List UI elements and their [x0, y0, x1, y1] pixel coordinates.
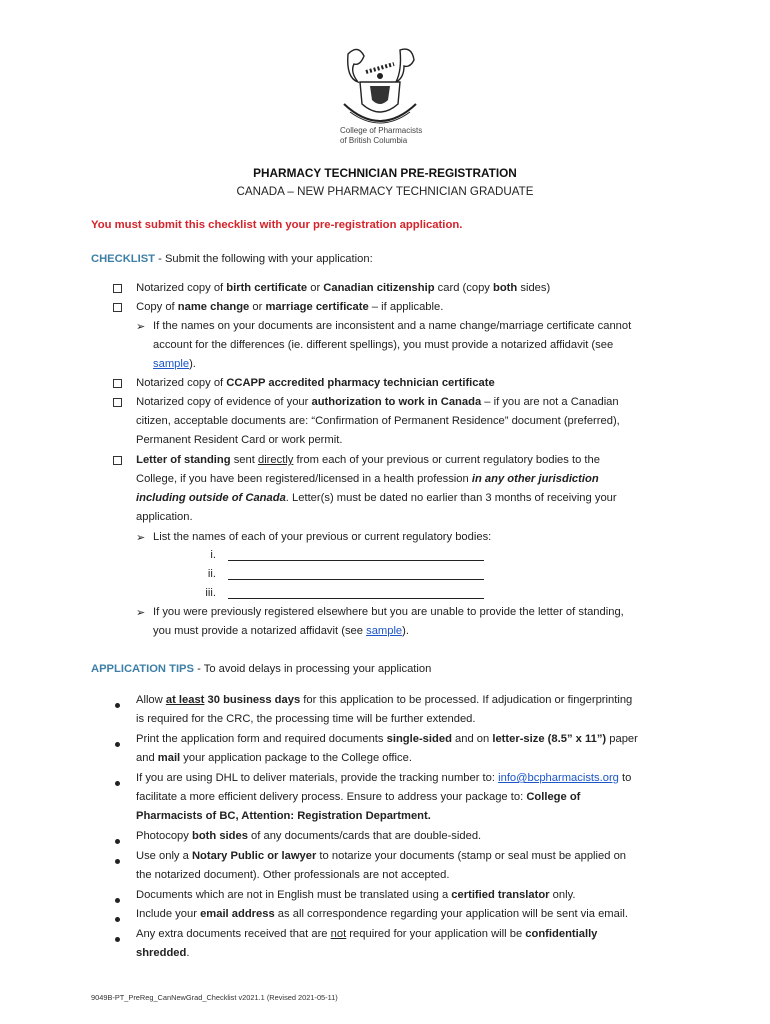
- text: to notarize your documents (stamp or seal must be applied on: [316, 850, 627, 862]
- tips-intro: - To avoid delays in processing your application: [193, 663, 432, 675]
- text-bold: 30 business days: [204, 694, 301, 706]
- text-bold: both sides: [191, 830, 248, 842]
- text-bold: shredded: [136, 947, 187, 959]
- text-bold-italic: in any other jurisdiction: [471, 473, 599, 485]
- bullet-icon: [115, 835, 120, 847]
- text-bold: name change: [177, 301, 250, 313]
- text-bold: Notary Public or lawyer: [191, 850, 317, 862]
- text: for this application to be processed. If adjudication or fingerprinting: [300, 694, 633, 706]
- checkbox-icon[interactable]: [113, 379, 122, 388]
- text: Notarized copy of: [136, 377, 227, 389]
- sample-link[interactable]: sample: [366, 625, 403, 637]
- text: to: [618, 772, 632, 784]
- checklist-item-name-change: [113, 301, 443, 313]
- tip-3-line3: [136, 810, 431, 822]
- bullet-icon: [115, 777, 120, 789]
- text: Photocopy: [136, 830, 192, 842]
- tips-heading: APPLICATION TIPS: [91, 663, 194, 675]
- text: – if you are not a Canadian: [481, 396, 619, 408]
- logo-line-2: of British Columbia: [340, 136, 408, 145]
- coat-of-arms-icon: [330, 42, 430, 132]
- text-bold: certified translator: [451, 889, 550, 901]
- tip-1-line2: is required for the CRC, the processing time will be further extended.: [136, 713, 476, 725]
- checkbox-icon[interactable]: [113, 303, 122, 312]
- item4-line2: citizen, acceptable documents are: “Confirmation of Permanent Residence” document (preferred),: [136, 415, 620, 427]
- text: you must provide a notarized affidavit (see: [153, 625, 367, 637]
- text: Use only a: [136, 850, 192, 862]
- text: from each of your previous or current regulatory bodies to the: [293, 454, 600, 466]
- text: College, if you have been registered/licensed in a health profession: [136, 473, 472, 485]
- arrow-bullet-icon: ➢: [136, 321, 146, 333]
- text-underline: directly: [257, 454, 294, 466]
- text-bold: authorization to work in Canada: [311, 396, 482, 408]
- item5-line2: [136, 473, 599, 485]
- checklist-heading-line: [91, 253, 373, 265]
- text: sides): [517, 282, 551, 294]
- text-bold: email address: [200, 908, 275, 920]
- sample-link[interactable]: sample: [153, 358, 190, 370]
- tip-5: [136, 850, 626, 862]
- item2-sub-line1: If the names on your documents are inconsistent and a name change/marriage certificate cannot: [153, 320, 632, 332]
- text: facilitate a more efficient delivery process. Ensure to address your package to:: [136, 791, 527, 803]
- item5-sub2-line2: [153, 625, 409, 637]
- text: and on: [451, 733, 493, 745]
- tip-2-line2: [136, 752, 412, 764]
- text: or: [307, 282, 324, 294]
- document-footer: 9049B-PT_PreReg_CanNewGrad_Checklist v2021.1 (Revised 2021-05-11): [91, 993, 338, 1002]
- item2-sub-line2: account for the differences (ie. different spellings), you must provide a notarized affidavit (see: [153, 339, 614, 351]
- text: required for your application will be: [346, 928, 526, 940]
- text-bold: single-sided: [386, 733, 452, 745]
- page-title: PHARMACY TECHNICIAN PRE-REGISTRATION: [253, 166, 517, 180]
- checklist-item-letter-of-standing: [113, 454, 600, 466]
- tip-5-line2: the notarized document). Other professionals are not accepted.: [136, 869, 450, 881]
- bullet-icon: [115, 913, 120, 925]
- text-bold: Pharmacists of BC, Attention: Registration Department.: [136, 810, 431, 822]
- tip-8: [136, 928, 597, 940]
- item5-sub2-line1: If you were previously registered elsewhere but you are unable to provide the letter of standing,: [153, 606, 624, 618]
- submit-warning: You must submit this checklist with your pre-registration application.: [91, 219, 463, 231]
- checklist-intro: - Submit the following with your application:: [155, 253, 373, 265]
- text: Include your: [136, 908, 201, 920]
- tip-6: [136, 889, 575, 901]
- tip-7: [136, 908, 628, 920]
- text: paper: [606, 733, 638, 745]
- text: and: [136, 752, 158, 764]
- arrow-bullet-icon: ➢: [136, 607, 146, 619]
- regulatory-body-field-1[interactable]: [228, 550, 484, 564]
- text-bold: Canadian citizenship: [323, 282, 435, 294]
- text: your application package to the College office.: [180, 752, 412, 764]
- page-subtitle: CANADA – NEW PHARMACY TECHNICIAN GRADUATE: [236, 185, 534, 198]
- text: .: [186, 947, 190, 959]
- text: ).: [189, 358, 196, 370]
- item2-sub-line3: [153, 358, 196, 370]
- text: or: [249, 301, 266, 313]
- text-bold: letter-size (8.5” x 11”): [492, 733, 607, 745]
- text-bold: marriage certificate: [265, 301, 369, 313]
- text: If you are using DHL to deliver materials, provide the tracking number to:: [136, 772, 499, 784]
- tip-1: [136, 694, 632, 706]
- roman-ii: ii.: [207, 568, 216, 580]
- bullet-icon: [115, 855, 120, 867]
- text: sent: [230, 454, 258, 466]
- tip-4: [136, 830, 481, 842]
- checklist-item-work-authorization: [113, 396, 619, 408]
- text: Allow: [136, 694, 166, 706]
- text-bold: both: [493, 282, 518, 294]
- checkbox-icon[interactable]: [113, 284, 122, 293]
- text: . Letter(s) must be dated no earlier than 3 months of receiving your: [285, 492, 617, 504]
- text-bold: Letter of standing: [136, 454, 231, 466]
- item5-line4: application.: [136, 511, 193, 523]
- roman-iii: iii.: [205, 587, 216, 599]
- tip-3-line2: [136, 791, 580, 803]
- tip-2: [136, 733, 638, 745]
- item5-line3: [136, 492, 617, 504]
- text: Notarized copy of: [136, 282, 227, 294]
- text-bold: College of: [526, 791, 581, 803]
- text: card (copy: [434, 282, 494, 294]
- email-link[interactable]: info@bcpharmacists.org: [498, 772, 619, 784]
- tip-3: [136, 772, 631, 784]
- bullet-icon: [115, 699, 120, 711]
- text-underline: not: [330, 928, 347, 940]
- text-bold-underline: at least: [165, 694, 205, 706]
- text: Print the application form and required documents: [136, 733, 387, 745]
- text: Notarized copy of evidence of your: [136, 396, 312, 408]
- text: only.: [549, 889, 576, 901]
- regulatory-body-field-2[interactable]: [228, 569, 484, 583]
- text-bold: birth certificate: [226, 282, 308, 294]
- item5-sub1: List the names of each of your previous or current regulatory bodies:: [153, 531, 492, 543]
- checkbox-icon[interactable]: [113, 456, 122, 465]
- item4-line3: Permanent Resident Card or work permit.: [136, 434, 343, 446]
- text-bold: CCAPP accredited pharmacy technician certificate: [226, 377, 495, 389]
- text: – if applicable.: [368, 301, 444, 313]
- bullet-icon: [115, 738, 120, 750]
- tips-heading-line: [91, 663, 431, 675]
- text: as all correspondence regarding your application will be sent via email.: [274, 908, 628, 920]
- checklist-item-birth-certificate: [113, 282, 550, 294]
- tip-8-line2: [136, 947, 189, 959]
- text: Copy of: [136, 301, 178, 313]
- checkbox-icon[interactable]: [113, 398, 122, 407]
- bullet-icon: [115, 933, 120, 945]
- logo-line-1: College of Pharmacists: [340, 126, 423, 135]
- arrow-bullet-icon: ➢: [136, 532, 146, 544]
- checklist-heading: CHECKLIST: [91, 253, 156, 265]
- text: Documents which are not in English must be translated using a: [136, 889, 452, 901]
- text: of any documents/cards that are double-sided.: [247, 830, 482, 842]
- bullet-icon: [115, 894, 120, 906]
- college-logo: [330, 42, 440, 152]
- text: ).: [402, 625, 410, 637]
- text-bold: confidentially: [525, 928, 598, 940]
- text-bold-italic: including outside of Canada: [136, 492, 286, 504]
- roman-i: i.: [210, 549, 216, 561]
- text-bold: mail: [157, 752, 181, 764]
- text: Any extra documents received that are: [136, 928, 331, 940]
- checklist-item-ccapp-certificate: [113, 377, 495, 389]
- regulatory-body-field-3[interactable]: [228, 588, 484, 602]
